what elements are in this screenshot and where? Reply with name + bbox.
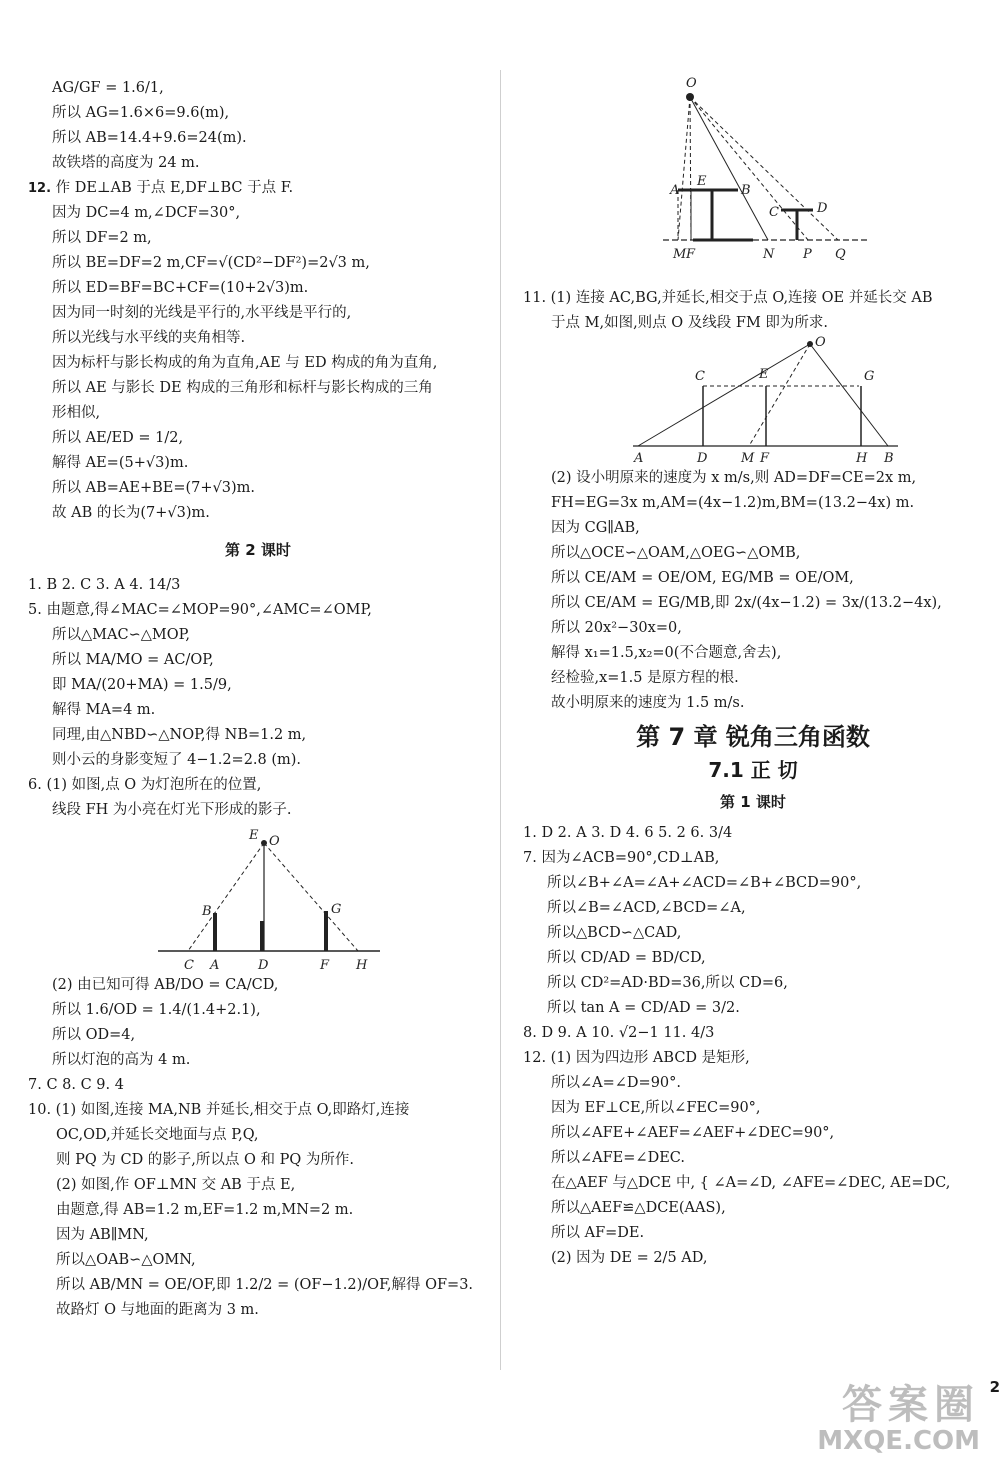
figure-11-label: B (884, 451, 894, 466)
text-line: 7. 因为∠ACB=90°,CD⊥AB, (523, 850, 720, 866)
text-line: 所以∠AFE+∠AEF=∠AEF+∠DEC=90°, (551, 1125, 835, 1141)
text-line: 所以 BE=DF=2 m,CF=√(CD²−DF²)=2√3 m, (52, 255, 370, 271)
text-line: 所以 CD/AD = BD/CD, (547, 950, 706, 966)
figure-6-label: F (320, 958, 330, 973)
figure-6-label: H (356, 958, 368, 973)
figure-6-label: A (210, 958, 220, 973)
text-line: 故小明原来的速度为 1.5 m/s. (551, 695, 745, 711)
text-line: 由题意,得 AB=1.2 m,EF=1.2 m,MN=2 m. (56, 1202, 354, 1218)
figure-6-label: G (331, 902, 342, 917)
text-line: 解得 MA=4 m. (52, 702, 156, 718)
text-line: OC,OD,并延长交地面与点 P,Q, (56, 1127, 259, 1143)
text-line: 所以 AE 与影长 DE 构成的三角形和标杆与影长构成的三角 (52, 380, 433, 396)
text-line: 即 MA/(20+MA) = 1.5/9, (52, 677, 232, 693)
text-line: 所以 AB=AE+BE=(7+√3)m. (52, 480, 255, 496)
text-line: 则小云的身影变短了 4−1.2=2.8 (m). (52, 752, 302, 768)
right-column (523, 70, 983, 1271)
text-line: 所以∠A=∠D=90°. (551, 1075, 682, 1091)
answer-line: 7. C 8. C 9. 4 (28, 1077, 124, 1093)
text-line: 所以 AG=1.6×6=9.6(m), (52, 105, 230, 121)
watermark-text: 答案圈 (842, 1382, 980, 1428)
text-line: 因为 DC=4 m,∠DCF=30°, (52, 205, 241, 221)
text-line: 所以 ED=BF=BC+CF=(10+2√3)m. (52, 280, 309, 296)
answer-line: 8. D 9. A 10. √2−1 11. 4/3 (523, 1025, 715, 1041)
section-title: 7.1 正 切 (708, 758, 798, 782)
figure-11-label: H (856, 451, 868, 466)
text-line: 所以灯泡的高为 4 m. (52, 1052, 191, 1068)
text-line: 形相似, (52, 405, 101, 421)
text-line: 解得 AE=(5+√3)m. (52, 455, 189, 471)
figure-11-label: D (697, 451, 708, 466)
figure-11-label: G (864, 369, 875, 384)
figure-6-diagram (28, 823, 488, 973)
figure-6-label: B (202, 904, 212, 919)
answer-line: 1. B 2. C 3. A 4. 14/3 (28, 577, 181, 593)
text-line: 所以∠B=∠ACD,∠BCD=∠A, (547, 900, 746, 916)
text-line: 所以 AB/MN = OE/OF,即 1.2/2 = (OF−1.2)/OF,解得 OF=3. (56, 1277, 474, 1293)
text-line: 所以 OD=4, (52, 1027, 136, 1043)
text-line: (2) 如图,作 OF⊥MN 交 AB 于点 E, (56, 1177, 296, 1193)
figure-6-label: D (258, 958, 269, 973)
lesson-heading: 第 1 课时 (720, 793, 786, 811)
figure-6-label: E (249, 828, 259, 843)
figure-10-label: Q (835, 247, 846, 262)
question-12 (28, 176, 488, 201)
text-line: 所以光线与水平线的夹角相等. (52, 330, 246, 346)
text-line: 所以 DF=2 m, (52, 230, 152, 246)
figure-11-label: F (760, 451, 770, 466)
column-divider (500, 70, 501, 1370)
figure-10-label: N (763, 247, 775, 262)
figure-11-label: O (815, 336, 826, 350)
text-line: 因为 CG∥AB, (551, 520, 640, 536)
text-line: 故路灯 O 与地面的距离为 3 m. (56, 1302, 259, 1318)
figure-11-label: C (695, 369, 705, 384)
figure-11-label: A (634, 451, 644, 466)
chapter-title: 第 7 章 锐角三角函数 (636, 723, 870, 751)
figure-10-label: A (670, 183, 680, 198)
figure-6-label: C (184, 958, 194, 973)
figure-10-label: C (769, 205, 779, 220)
text-line: (2) 由已知可得 AB/DO = CA/CD, (52, 977, 279, 993)
text-line: (2) 因为 DE = 2/5 AD, (551, 1250, 708, 1266)
answer-line: 1. D 2. A 3. D 4. 6 5. 2 6. 3/4 (523, 825, 733, 841)
text-line: 所以 AF=DE. (551, 1225, 645, 1241)
figure-10-label: F (686, 247, 696, 262)
figure-10-label: P (803, 247, 812, 262)
lesson-heading: 第 2 课时 (225, 541, 291, 559)
text-line: 所以△OCE∽△OAM,△OEG∽△OMB, (551, 545, 801, 561)
text-line: FH=EG=3x m,AM=(4x−1.2)m,BM=(13.2−4x) m. (551, 495, 915, 511)
figure-10-label: B (741, 183, 751, 198)
text-line: 所以 AE/ED = 1/2, (52, 430, 184, 446)
text-line: 11. (1) 连接 AC,BG,并延长,相交于点 O,连接 OE 并延长交 AB (523, 290, 933, 306)
text-line: 所以 tan A = CD/AD = 3/2. (547, 1000, 740, 1016)
text-line: AG/GF = 1.6/1, (52, 80, 164, 96)
figure-6-label: O (269, 834, 280, 849)
text-line: 所以△AEF≌△DCE(AAS), (551, 1200, 726, 1216)
text-line: 经检验,x=1.5 是原方程的根. (551, 670, 739, 686)
watermark (817, 1383, 980, 1455)
text-line: (2) 设小明原来的速度为 x m/s,则 AD=DF=CE=2x m, (551, 470, 917, 486)
text-line: 因为标杆与影长构成的角为直角,AE 与 ED 构成的角为直角, (52, 355, 438, 371)
text-line: 所以△MAC∽△MOP, (52, 627, 191, 643)
text-line: 所以 MA/MO = AC/OP, (52, 652, 214, 668)
text-line: 所以 CE/AM = OE/OM, EG/MB = OE/OM, (551, 570, 854, 586)
figure-10-label: M (673, 247, 687, 262)
text-line: 因为同一时刻的光线是平行的,水平线是平行的, (52, 305, 352, 321)
text-line: 所以∠B+∠A=∠A+∠ACD=∠B+∠BCD=90°, (547, 875, 862, 891)
text-line: 所以∠AFE=∠DEC. (551, 1150, 685, 1166)
text-line: 于点 M,如图,则点 O 及线段 FM 即为所求. (551, 315, 829, 331)
text-line: 解得 x₁=1.5,x₂=0(不合题意,舍去), (551, 645, 782, 661)
text-line: 因为 AB∥MN, (56, 1227, 149, 1243)
text-line: 12. (1) 因为四边形 ABCD 是矩形, (523, 1050, 750, 1066)
text-line: 在△AEF 与△DCE 中, { ∠A=∠D, ∠AFE=∠DEC, AE=DC, (551, 1175, 951, 1191)
text-line: 作 DE⊥AB 于点 E,DF⊥BC 于点 F. (55, 180, 294, 196)
text-line: 所以△OAB∽△OMN, (56, 1252, 196, 1268)
figure-10-label: D (817, 201, 828, 216)
page-number: 2 (989, 1378, 1000, 1396)
text-line: 故铁塔的高度为 24 m. (52, 155, 200, 171)
question-number: 12. (28, 181, 52, 196)
text-line: 所以△BCD∽△CAD, (547, 925, 682, 941)
text-line: 所以 1.6/OD = 1.4/(1.4+2.1), (52, 1002, 261, 1018)
figure-10-label: E (697, 174, 707, 189)
text-line: 5. 由题意,得∠MAC=∠MOP=90°,∠AMC=∠OMP, (28, 602, 372, 618)
figure-11-diagram (523, 336, 983, 466)
figure-10-diagram (523, 70, 983, 270)
text-line: 所以 AB=14.4+9.6=24(m). (52, 130, 247, 146)
text-line: 故 AB 的长为(7+√3)m. (52, 505, 210, 521)
figure-11-label: M (741, 451, 755, 466)
text-line: 所以 CE/AM = EG/MB,即 2x/(4x−1.2) = 3x/(13.2−4x), (551, 595, 942, 611)
figure-10-label: O (686, 76, 697, 91)
text-line: 所以 CD²=AD·BD=36,所以 CD=6, (547, 975, 788, 991)
watermark-url: MXQE.COM (817, 1426, 980, 1456)
text-line: 所以 20x²−30x=0, (551, 620, 682, 636)
figure-11-label: E (759, 367, 769, 382)
text-line: 10. (1) 如图,连接 MA,NB 并延长,相交于点 O,即路灯,连接 (28, 1102, 410, 1118)
text-line: 同理,由△NBD∽△NOP,得 NB=1.2 m, (52, 727, 307, 743)
left-column (28, 76, 488, 1323)
text-line: 则 PQ 为 CD 的影子,所以点 O 和 PQ 为所作. (56, 1152, 354, 1168)
text-line: 6. (1) 如图,点 O 为灯泡所在的位置, (28, 777, 262, 793)
text-line: 线段 FH 为小亮在灯光下形成的影子. (52, 802, 292, 818)
text-line: 因为 EF⊥CE,所以∠FEC=90°, (551, 1100, 761, 1116)
